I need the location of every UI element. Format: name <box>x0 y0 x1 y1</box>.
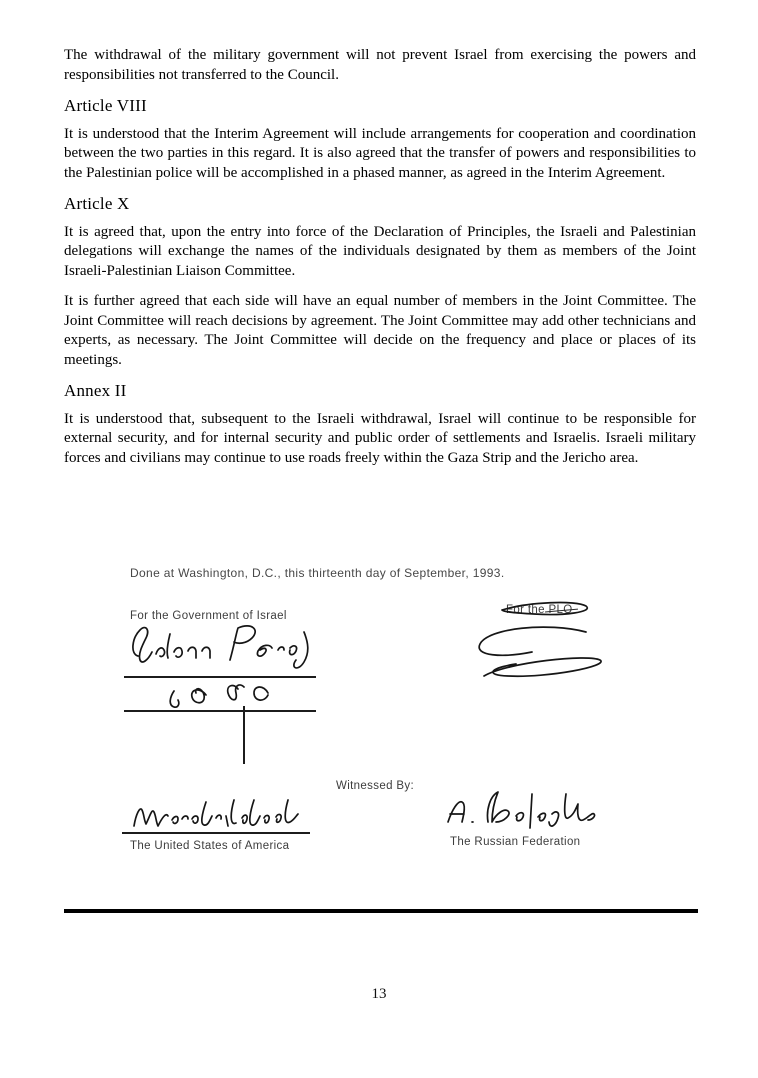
usa-signatory-label: The United States of America <box>130 840 290 852</box>
plo-label-prefix: For the <box>506 604 549 616</box>
plo-label-struck: PLO <box>548 604 573 616</box>
paragraph-article-x-1: It is agreed that, upon the entry into force of the Declaration of Principles, the Israeli and Palestinian delegations will exchange the names of the individuals designated by them as members of the Joint Israeli-Palestinian Liaison Committee. <box>64 223 696 279</box>
paragraph-article-x-2: It is further agreed that each side will have an equal number of members in the Joint Committee. The Joint Committee will reach decisions by agreement. The Joint Committee may add other technicians and experts, as necessary. The Joint Committee will decide on the frequency and place or places of its meetings. <box>64 293 696 368</box>
russia-signatory-label: The Russian Federation <box>450 836 581 848</box>
horizontal-rule <box>64 909 698 913</box>
signature-line-usa <box>122 832 310 834</box>
signature-israel-second <box>150 680 300 710</box>
witnessed-by-label: Witnessed By: <box>336 780 415 792</box>
signature-line-israel-1 <box>124 676 316 678</box>
signature-israel <box>126 620 321 672</box>
heading-annex-ii: Annex II <box>64 381 127 400</box>
signature-russia <box>438 784 613 834</box>
heading-article-viii: Article VIII <box>64 96 147 115</box>
signature-usa <box>126 790 311 834</box>
signature-stroke-vertical <box>243 706 245 764</box>
signature-plo <box>468 598 618 690</box>
heading-article-x: Article X <box>64 194 130 213</box>
page-number: 13 <box>371 986 387 1002</box>
paragraph-article-viii: It is understood that the Interim Agreement will include arrangements for cooperation and coordination between the two parties in this regard. It is also agreed that the transfer of powers and responsibilities to the Palestinian police will be accomplished in a phased manner, as agreed in the Interim Agreement. <box>64 125 696 181</box>
paragraph-intro: The withdrawal of the military government will not prevent Israel from exercising the powers and responsibilities not transferred to the Council. <box>64 47 696 83</box>
done-at-line: Done at Washington, D.C., this thirteenth day of September, 1993. <box>130 566 505 580</box>
paragraph-annex-ii: It is understood that, subsequent to the Israeli withdrawal, Israel will continue to be responsible for external security, and for internal security and public order of settlements and Israelis. Israeli military forces and civilians may continue to use roads freely within the Gaza Strip and the Jericho area. <box>64 410 696 466</box>
document-body <box>64 46 696 479</box>
israel-signatory-label: For the Government of Israel <box>130 610 287 622</box>
signature-line-israel-2 <box>124 710 316 712</box>
